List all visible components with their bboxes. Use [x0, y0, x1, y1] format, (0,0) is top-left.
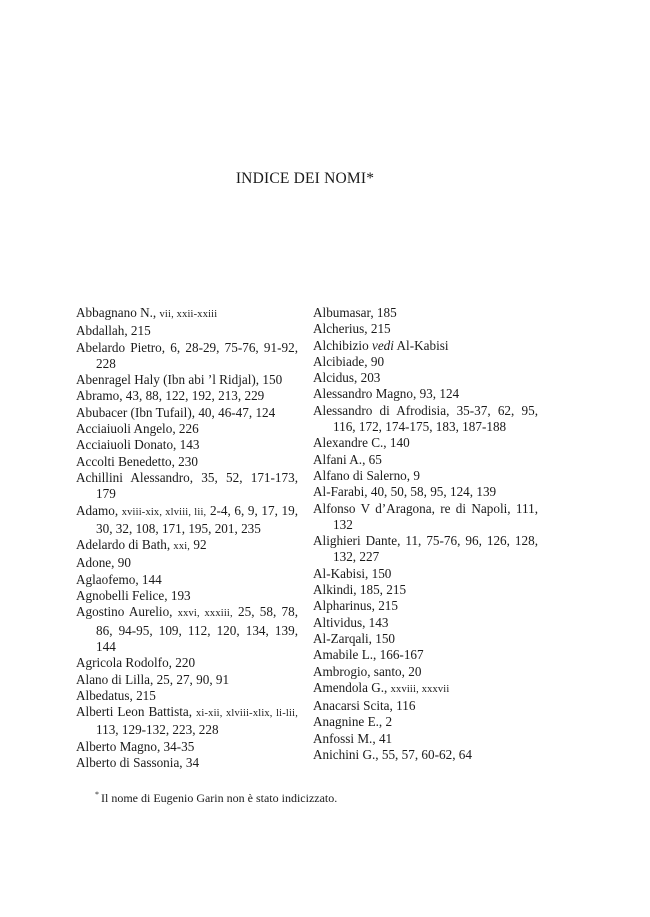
entry-name: Alberto di Sassonia, 34: [76, 755, 200, 771]
index-entry: [313, 321, 538, 337]
index-entry: [76, 372, 298, 388]
entry-name: Albedatus, 215: [76, 687, 156, 703]
entry-name: Abubacer (Ibn Tufail), 40, 46-47, 124: [76, 404, 276, 420]
page-title: INDICE DEI NOMI*: [235, 170, 375, 187]
index-entry: [313, 403, 538, 436]
entry-name: Alcibiade, 90: [313, 353, 385, 369]
index-entry: [313, 452, 538, 468]
entry-name: Albumasar, 185: [313, 305, 397, 320]
entry-name: Aglaofemo, 144: [76, 571, 162, 587]
index-entry: [313, 484, 538, 500]
index-entry: [313, 664, 538, 680]
entry-roman-pages: xi-xii, xlviii-xlix, li-lii,: [196, 708, 298, 720]
index-entry: [313, 615, 538, 631]
entry-name: Anacarsi Scita, 116: [313, 698, 416, 714]
index-entry: [76, 437, 298, 453]
entry-name: Alpharinus, 215: [313, 598, 398, 614]
index-column-right: [313, 305, 538, 763]
entry-name: Accolti Benedetto, 230: [76, 453, 198, 469]
index-entry: [76, 537, 298, 555]
entry-name: Anfossi M., 41: [313, 730, 393, 746]
entry-name: Abdallah, 215: [76, 323, 151, 339]
footnote-mark: *: [95, 790, 99, 799]
index-entry: [313, 698, 538, 714]
index-entry: [76, 340, 298, 373]
entry-name: Abbagnano N.,: [76, 305, 157, 320]
entry-name: Amabile L., 166-167: [313, 647, 424, 663]
footnote-text: Il nome di Eugenio Garin non è stato indicizzato.: [101, 791, 338, 805]
entry-name: Alberto Magno, 34-35: [76, 738, 195, 754]
entry-name: Alfonso V d’Aragona, re di Napoli, 111, 132: [313, 500, 538, 532]
entry-roman-pages: xxvi, xxxiii,: [177, 608, 233, 620]
index-entry: [313, 370, 538, 386]
entry-name: Al-Kabisi, 150: [313, 565, 392, 581]
index-entry: [76, 572, 298, 588]
index-entry: [76, 405, 298, 421]
index-entry: [313, 533, 538, 566]
index-entry: [76, 454, 298, 470]
index-column-left: [76, 305, 298, 771]
entry-crossref: vedi: [371, 337, 394, 353]
entry-name: Acciaiuoli Donato, 143: [76, 437, 200, 453]
index-entry: [313, 354, 538, 370]
entry-name: Agnobelli Felice, 193: [76, 588, 191, 604]
entry-name: Ambrogio, santo, 20: [313, 663, 422, 679]
index-entry: [313, 747, 538, 763]
entry-roman-pages: vii, xxii-xxiii: [159, 309, 218, 320]
entry-name: Amendola G.,: [313, 679, 388, 695]
entry-name: Abelardo Pietro, 6, 28-29, 75-76, 91-92, 228: [76, 339, 298, 371]
index-entry: [313, 714, 538, 730]
entry-name: Alighieri Dante, 11, 75-76, 96, 126, 128, 132, 227: [313, 533, 538, 565]
index-entry: [313, 647, 538, 663]
index-entry: [76, 604, 298, 655]
entry-name: Al-Farabi, 40, 50, 58, 95, 124, 139: [313, 484, 497, 500]
entry-name: Adamo,: [76, 502, 119, 518]
entry-name: Alexandre C., 140: [313, 435, 410, 451]
index-entry: [313, 566, 538, 582]
index-entry: [76, 388, 298, 404]
index-entry: [76, 421, 298, 437]
entry-name: Agricola Rodolfo, 220: [76, 655, 196, 671]
index-entry: [313, 582, 538, 598]
footnote: [95, 790, 337, 806]
entry-name: Abramo, 43, 88, 122, 192, 213, 229: [76, 388, 265, 404]
index-entry: [313, 501, 538, 534]
index-entry: [76, 588, 298, 604]
entry-name: Acciaiuoli Angelo, 226: [76, 421, 199, 437]
index-entry: [76, 503, 298, 538]
entry-roman-pages: xxviii, xxxvii: [390, 683, 450, 695]
index-entry: [76, 672, 298, 688]
index-entry: [76, 739, 298, 755]
entry-name: Alano di Lilla, 25, 27, 90, 91: [76, 671, 230, 687]
entry-name: Alfano di Salerno, 9: [313, 467, 420, 483]
index-entry: [313, 468, 538, 484]
entry-name: Al-Zarqali, 150: [313, 630, 396, 646]
entry-name: Agostino Aurelio,: [76, 604, 173, 620]
index-entry: [76, 323, 298, 339]
entry-pages: 2-4, 6, 9, 17, 19, 30, 32, 108, 171, 195, 201, 235: [96, 502, 298, 536]
index-entry: [76, 704, 298, 739]
index-entry: [76, 655, 298, 671]
index-entry: [313, 338, 538, 354]
entry-name: Altividus, 143: [313, 614, 389, 630]
index-entry: [76, 555, 298, 571]
index-entry: [76, 755, 298, 771]
entry-pages: 92: [193, 537, 207, 553]
index-entry: [76, 305, 298, 323]
entry-roman-pages: xviii-xix, xlviii, lii,: [121, 506, 207, 518]
entry-name: Alfani A., 65: [313, 451, 382, 467]
index-entry: [313, 386, 538, 402]
entry-name: Anichini G., 55, 57, 60-62, 64: [313, 747, 472, 763]
entry-name: Alessandro Magno, 93, 124: [313, 386, 460, 402]
entry-name: Abenragel Haly (Ibn abi ’l Ridjal), 150: [76, 372, 283, 388]
index-entry: [76, 688, 298, 704]
entry-name: Anagnine E., 2: [313, 714, 393, 730]
entry-pages: 113, 129-132, 223, 228: [96, 722, 219, 738]
entry-pages: Al-Kabisi: [396, 337, 449, 353]
entry-name: Adone, 90: [76, 555, 131, 571]
entry-name: Alberti Leon Battista,: [76, 704, 193, 720]
entry-name: Alessandro di Afrodisia, 35-37, 62, 95, 116, 172, 174-175, 183, 187-188: [313, 402, 538, 435]
index-entry: [313, 731, 538, 747]
entry-name: Adelardo di Bath,: [76, 537, 171, 553]
entry-pages: 25, 58, 78, 86, 94-95, 109, 112, 120, 134, 139, 144: [96, 604, 298, 654]
index-entry: [313, 598, 538, 614]
entry-name: Alcidus, 203: [313, 370, 381, 386]
entry-name: Alchibizio: [313, 337, 369, 353]
index-entry: [313, 305, 538, 321]
entry-roman-pages: xxi,: [173, 541, 191, 553]
entry-name: Alkindi, 185, 215: [313, 582, 407, 598]
index-entry: [313, 435, 538, 451]
index-entry: [313, 680, 538, 698]
entry-name: Alcherius, 215: [313, 321, 391, 337]
index-entry: [313, 631, 538, 647]
index-entry: [76, 470, 298, 503]
entry-name: Achillini Alessandro, 35, 52, 171-173, 179: [76, 469, 298, 502]
